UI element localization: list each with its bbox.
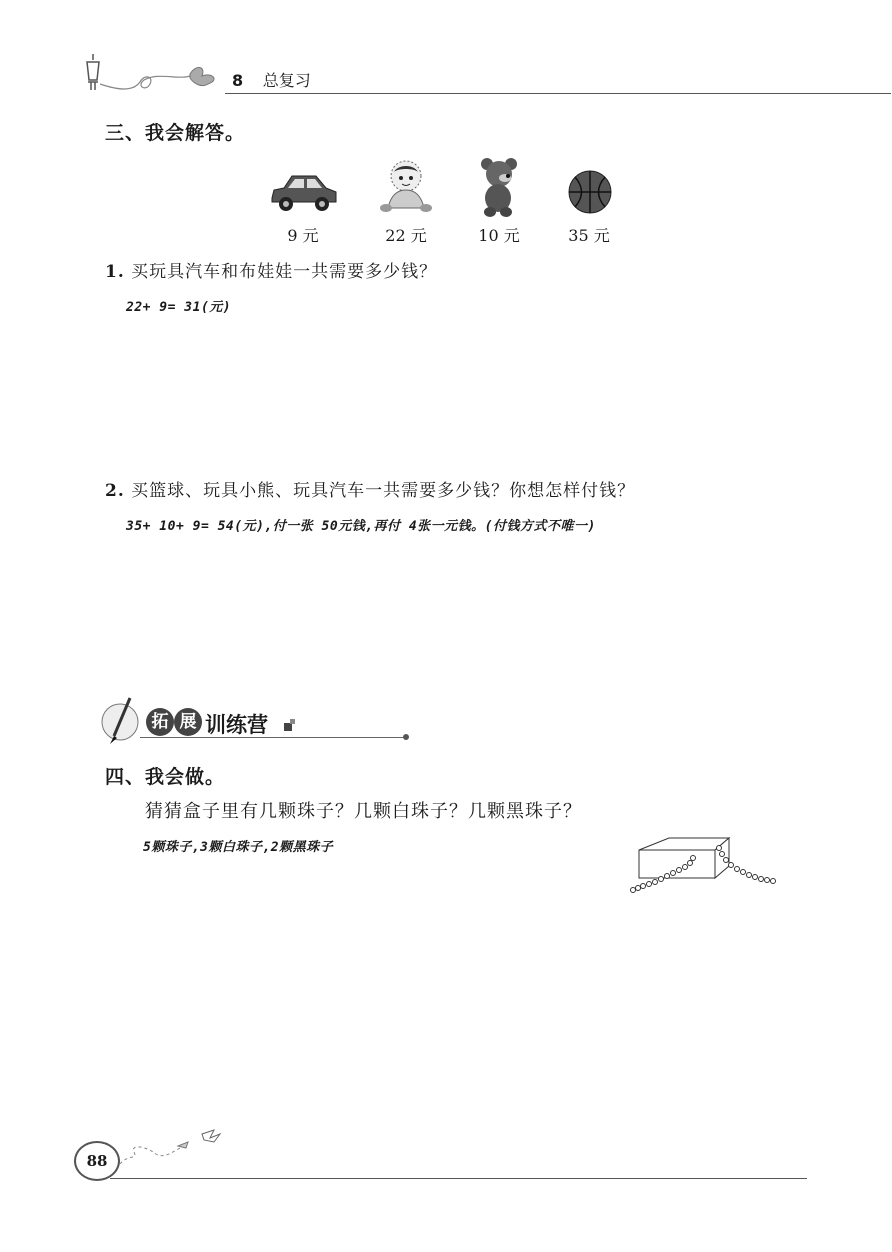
question-1-number: 1.	[105, 262, 125, 282]
box-with-beads-icon	[625, 830, 785, 900]
price-bear: 10 元	[478, 226, 520, 245]
answer-1: 22+ 9= 31(元)	[126, 300, 232, 315]
banner-badge-2: 展	[174, 708, 202, 736]
brush-icon	[100, 696, 140, 746]
price-basketball: 35 元	[568, 226, 610, 245]
banner-dot-icon	[403, 734, 409, 740]
question-2-number: 2.	[105, 481, 125, 501]
section-four-question: 猜猜盒子里有几颗珠子？几颗白珠子？几颗黑珠子？	[145, 801, 582, 822]
toy-bear-icon	[478, 156, 520, 218]
question-2	[105, 476, 635, 501]
section-three-title: 三、我会解答。	[105, 122, 246, 144]
banner-underline	[140, 737, 406, 738]
chapter-heading	[232, 68, 311, 91]
rag-doll-icon	[378, 158, 434, 216]
section-four-title: 四、我会做。	[105, 766, 226, 788]
answer-2: 35+ 10+ 9= 54(元),付一张 50元钱,再付 4张一元钱。(付钱方式不唯一)	[126, 519, 596, 534]
banner-badge-1: 拓	[146, 708, 174, 736]
chapter-number: 8	[232, 71, 244, 90]
footer-divider	[110, 1178, 807, 1179]
lantern-ornament-icon	[78, 50, 228, 100]
bird-ornament-icon	[116, 1124, 226, 1170]
question-2-text: 买篮球、玩具小熊、玩具汽车一共需要多少钱？你想怎样付钱？	[131, 481, 636, 501]
toy-car-icon	[268, 168, 340, 216]
question-1	[105, 257, 437, 282]
price-car: 9 元	[287, 226, 319, 245]
section-four-answer: 5颗珠子,3颗白珠子,2颗黑珠子	[143, 840, 334, 855]
question-1-text: 买玩具汽车和布娃娃一共需要多少钱？	[131, 262, 438, 282]
price-doll: 22 元	[385, 226, 427, 245]
banner-title: 训练营	[205, 713, 268, 737]
header-divider	[225, 93, 891, 94]
page-number: 88	[74, 1141, 120, 1181]
basketball-icon	[566, 168, 614, 216]
chapter-title: 总复习	[262, 71, 311, 90]
banner-square-icon-small	[290, 719, 295, 724]
banner-square-icon	[284, 723, 292, 731]
